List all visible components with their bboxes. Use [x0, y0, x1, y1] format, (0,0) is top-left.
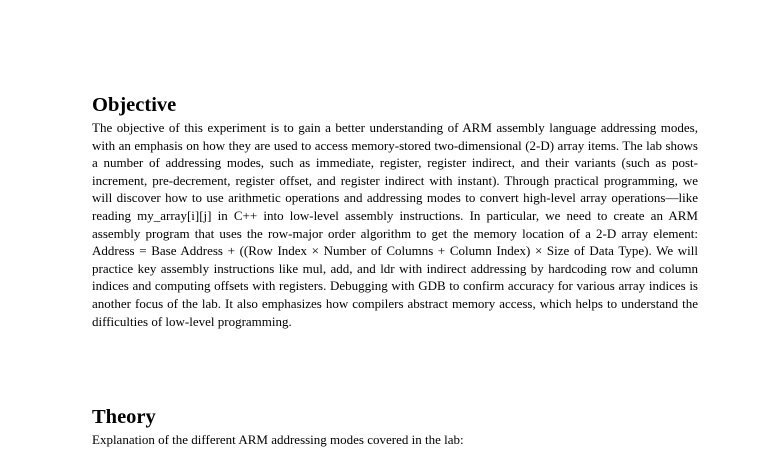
objective-heading: Objective [92, 94, 177, 116]
objective-paragraph: The objective of this experiment is to gain a better understanding of ARM assembly language addressing modes, with an emphasis on how they are used to access memory-stored two-dimensional (2-D) array items. The lab shows a number of addressing modes, such as immediate, register, register indirect, and their variants (such as post-increment, pre-decrement, register offset, and register indirect with instant). Through practical programming, we will discover how to use arithmetic operations and addressing modes to convert high-level array operations—like reading my_array[i][j] in C++ into low-level assembly instructions. In particular, we need to create an ARM assembly program that uses the row-major order algorithm to get the memory location of a 2-D array element: Address = Base Address + ((Row Index × Number of Columns + Column Index) × Size of Data Type). We will practice key assembly instructions like mul, add, and ldr with indirect addressing by hardcoding row and column indices and computing offsets with registers. Debugging with GDB to confirm accuracy for various array indices is another focus of the lab. It also emphasizes how compilers abstract memory access, which helps to understand the difficulties of low-level programming. [92, 120, 698, 329]
theory-paragraph: Explanation of the different ARM addressing modes covered in the lab: [92, 432, 464, 447]
theory-heading: Theory [92, 406, 156, 428]
